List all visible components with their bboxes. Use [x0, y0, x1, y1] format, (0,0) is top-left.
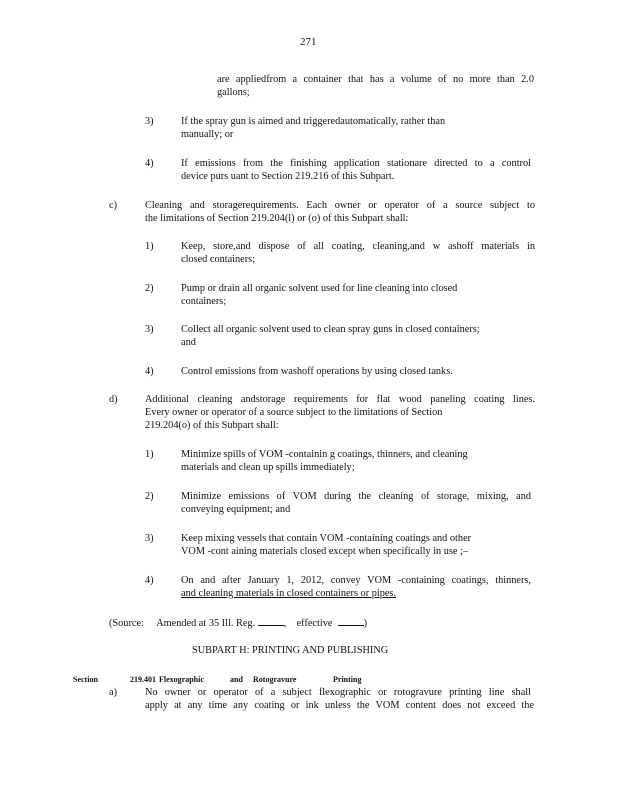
source-blank-2 [338, 616, 364, 626]
item-d2-line1: Minimize emissions of VOM during the cleaning of storage, mixing, and [181, 491, 531, 502]
section-title-word-1: Flexographic [159, 675, 204, 684]
item-d3-line1: Keep mixing vessels that contain VOM -containing coatings and other [181, 533, 472, 544]
item-d1-line2: materials and clean up spills immediately; [181, 462, 355, 473]
item-d-line3: 219.204(o) of this Subpart shall: [145, 420, 279, 431]
item-d4-number: 4) [145, 575, 154, 586]
item-c2-line1: Pump or drain all organic solvent used for line cleaning into closed [181, 283, 458, 294]
item-c4-number: 4) [145, 366, 154, 377]
item-c3-line2: and [181, 337, 196, 348]
section-title-word-3: Rotogravure [253, 675, 297, 684]
source-blank-1 [258, 616, 284, 626]
item-d-line1: Additional cleaning andstorage requirements for flat wood paneling coating lines. [145, 394, 535, 405]
source-effective: effective [296, 618, 333, 629]
item-d1-line1: Minimize spills of VOM -containin g coatings, thinners, and cleaning [181, 449, 468, 460]
subpart-heading: SUBPART H: PRINTING AND PUBLISHING [192, 645, 389, 656]
item-c3-line1: Collect all organic solvent used to clean spray guns in closed containers; [181, 324, 480, 335]
item-b4-number: 4) [145, 158, 154, 169]
item-b4-line1: If emissions from the finishing application stationare directed to a control [181, 158, 531, 169]
item-c2-number: 2) [145, 283, 154, 294]
item-d3-line2: VOM -cont aining materials closed except when specifically in use ;– [181, 546, 469, 557]
item-b2-line1: are appliedfrom a container that has a volume of no more than 2.0 [217, 74, 534, 85]
item-c-line1: Cleaning and storagerequirements. Each owner or operator of a source subject to [145, 200, 535, 211]
item-d3-number: 3) [145, 533, 154, 544]
item-b2-line2: gallons; [217, 87, 250, 98]
item-c2-line2: containers; [181, 296, 227, 307]
item-c-letter: c) [109, 200, 117, 211]
item-a-line1: No owner or operator of a subject flexographic or rotogravure printing line shall [145, 687, 531, 698]
item-d-line2: Every owner or operator of a source subject to the limitations of Section [145, 407, 443, 418]
section-label: Section [73, 675, 98, 684]
item-d2-line2: conveying equipment; and [181, 504, 291, 515]
page-number: 271 [300, 36, 317, 48]
item-c3-number: 3) [145, 324, 154, 335]
source-close: ) [363, 618, 368, 629]
section-title-word-4: Printing [333, 675, 362, 684]
item-d2-number: 2) [145, 491, 154, 502]
item-b4-line2: device purs uant to Section 219.216 of this Subpart. [181, 171, 395, 182]
item-d-letter: d) [109, 394, 118, 405]
section-title-word-2: and [230, 675, 243, 684]
item-d4-line1: On and after January 1, 2012, convey VOM -containing coatings, thinners, [181, 575, 531, 586]
item-a-letter: a) [109, 687, 117, 698]
item-b3-line2: manually; or [181, 129, 234, 140]
item-a-line2: apply at any time any coating or ink unless the VOM content does not exceed the [145, 700, 534, 711]
section-number: 219.401 [130, 675, 156, 684]
source-open: (Source: [109, 618, 144, 629]
source-amended: Amended at 35 Ill. Reg. [156, 618, 256, 629]
item-c4-line1: Control emissions from washoff operations by using closed tanks. [181, 366, 453, 377]
item-d4-line2: and cleaning materials in closed containers or pipes. [181, 588, 397, 599]
item-c1-number: 1) [145, 241, 154, 252]
item-c1-line1: Keep, store,and dispose of all coating, cleaning,and w ashoff materials in [181, 241, 535, 252]
source-note: (Source: Amended at 35 Ill. Reg. , effective ) [109, 618, 368, 629]
item-c1-line2: closed containers; [181, 254, 256, 265]
item-b3-number: 3) [145, 116, 154, 127]
item-d1-number: 1) [145, 449, 154, 460]
item-b3-line1: If the spray gun is aimed and triggeredautomatically, rather than [181, 116, 446, 127]
item-c-line2: the limitations of Section 219.204(l) or (o) of this Subpart shall: [145, 213, 409, 224]
